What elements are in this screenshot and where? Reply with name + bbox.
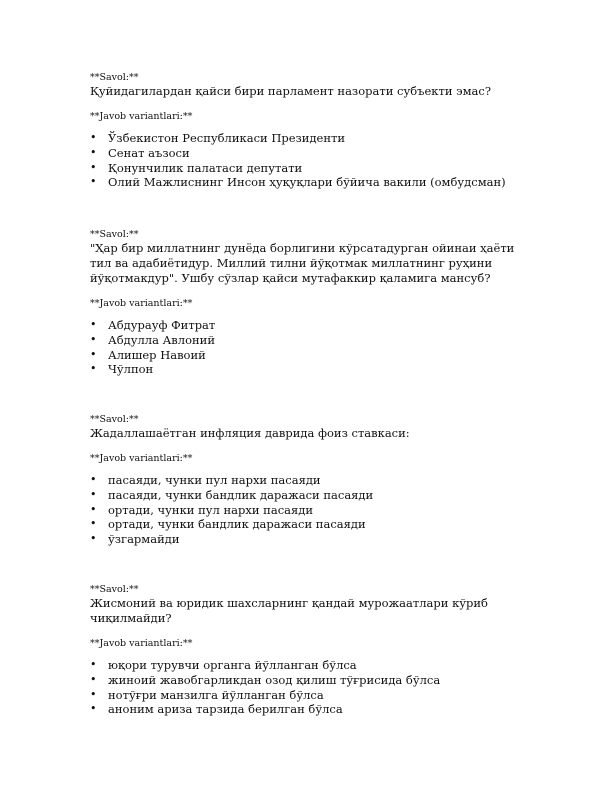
bullet-icon: • bbox=[90, 175, 97, 189]
option-item bbox=[90, 503, 530, 518]
option-item bbox=[90, 333, 530, 348]
option-text: Алишер Навоий bbox=[108, 347, 206, 362]
options-list bbox=[90, 658, 530, 717]
bullet-icon: • bbox=[90, 532, 97, 546]
option-text: жиноий жавобгарликдан озод қилиш тўғрисида бўлса bbox=[108, 672, 441, 687]
bullet-icon: • bbox=[90, 318, 97, 331]
question-text: Жисмоний ва юридик шахсларнинг қандай мурожаатлари кўриб чиқилмайди? bbox=[90, 596, 488, 625]
option-text: аноним ариза тарзида берилган бўлса bbox=[108, 702, 343, 717]
bullet-icon: • bbox=[90, 131, 97, 144]
option-text: Сенат аъзоси bbox=[108, 145, 190, 160]
option-item bbox=[90, 131, 530, 146]
bullet-icon: • bbox=[90, 658, 97, 671]
question-block-1 bbox=[90, 72, 530, 190]
option-item bbox=[90, 473, 530, 488]
question-text: Қуйидагилардан қайси бири парламент назорати субъекти эмас? bbox=[90, 84, 491, 98]
bullet-icon: • bbox=[90, 502, 97, 516]
option-text: Ўзбекистон Республикаси Президенти bbox=[108, 131, 346, 145]
javob-label: **Javob variantlari:** bbox=[90, 298, 193, 309]
option-item bbox=[90, 362, 530, 377]
bullet-icon: • bbox=[90, 362, 97, 376]
savol-label: **Savol:** bbox=[90, 584, 139, 595]
option-text: юқори турувчи органга йўлланган бўлса bbox=[108, 658, 357, 672]
options-list bbox=[90, 318, 530, 377]
bullet-icon: • bbox=[90, 672, 97, 686]
bullet-icon: • bbox=[90, 702, 97, 716]
option-text: ортади, чунки бандлик даражаси пасаяди bbox=[108, 517, 366, 532]
javob-label: **Javob variantlari:** bbox=[90, 453, 193, 464]
bullet-icon: • bbox=[90, 517, 97, 531]
bullet-icon: • bbox=[90, 332, 97, 346]
options-list bbox=[90, 131, 530, 190]
options-list bbox=[90, 473, 530, 547]
option-item bbox=[90, 146, 530, 161]
question-block-4 bbox=[90, 584, 530, 717]
option-item bbox=[90, 348, 530, 363]
bullet-icon: • bbox=[90, 487, 97, 501]
option-item bbox=[90, 673, 530, 688]
option-item bbox=[90, 658, 530, 673]
savol-label: **Savol:** bbox=[90, 72, 139, 83]
option-text: ортади, чунки пул нархи пасаяди bbox=[108, 502, 314, 517]
option-item bbox=[90, 175, 530, 190]
option-item bbox=[90, 488, 530, 503]
savol-label: **Savol:** bbox=[90, 229, 139, 240]
option-text: Олий Мажлиснинг Инсон ҳуқуқлари бўйича вакили (омбудсман) bbox=[108, 175, 506, 190]
question-block-2 bbox=[90, 229, 530, 377]
bullet-icon: • bbox=[90, 687, 97, 701]
option-text: нотўғри манзилга йўлланган бўлса bbox=[108, 687, 324, 702]
option-text: Қонунчилик палатаси депутати bbox=[108, 160, 303, 175]
question-block-3 bbox=[90, 414, 530, 547]
option-item bbox=[90, 161, 530, 176]
option-text: пасаяди, чунки пул нархи пасаяди bbox=[108, 473, 321, 487]
option-item bbox=[90, 688, 530, 703]
question-text: "Ҳар бир миллатнинг дунёда борлигини кўрсатадурган ойинаи ҳаёти тил ва адабиётидур. Миллий тилни йўқотмак миллатнинг руҳини йўқотмакдур". Ушбу сўзлар қайси мутафаккир қаламига мансуб? bbox=[90, 241, 515, 285]
option-item bbox=[90, 517, 530, 532]
option-text: Абдурауф Фитрат bbox=[108, 318, 216, 332]
option-item bbox=[90, 702, 530, 717]
option-text: пасаяди, чунки бандлик даражаси пасаяди bbox=[108, 487, 374, 502]
bullet-icon: • bbox=[90, 160, 97, 174]
option-item bbox=[90, 318, 530, 333]
question-text: Жадаллашаётган инфляция даврида фоиз ставкаси: bbox=[90, 426, 410, 440]
javob-label: **Javob variantlari:** bbox=[90, 111, 193, 122]
bullet-icon: • bbox=[90, 473, 97, 486]
option-text: ўзгармайди bbox=[108, 532, 180, 547]
savol-label: **Savol:** bbox=[90, 414, 139, 425]
bullet-icon: • bbox=[90, 347, 97, 361]
option-text: Чўлпон bbox=[108, 362, 154, 377]
option-text: Абдулла Авлоний bbox=[108, 332, 216, 347]
option-item bbox=[90, 532, 530, 547]
bullet-icon: • bbox=[90, 145, 97, 159]
javob-label: **Javob variantlari:** bbox=[90, 638, 193, 649]
